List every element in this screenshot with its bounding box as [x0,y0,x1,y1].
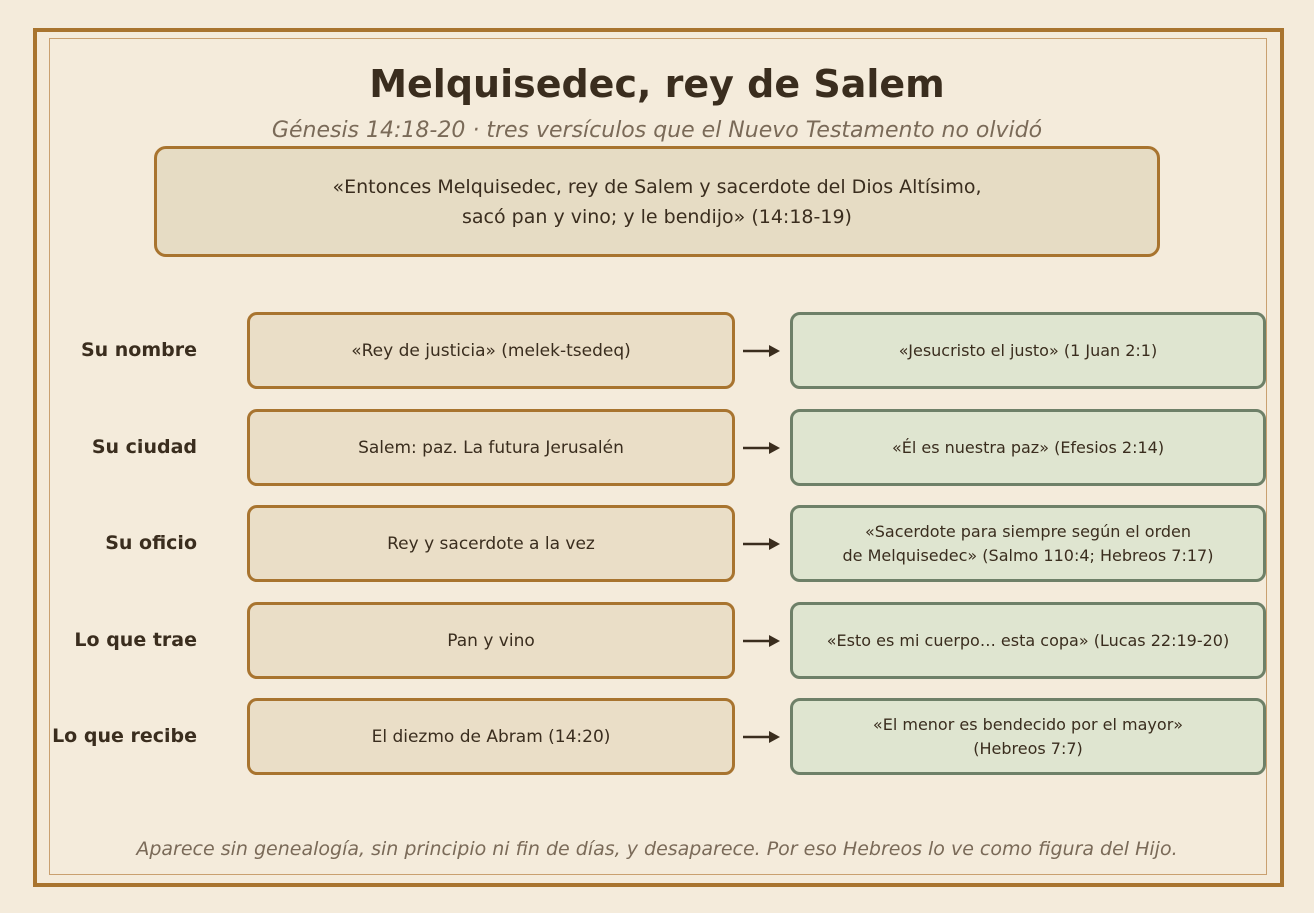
row-right-box-name: «Jesucristo el justo» (1 Juan 2:1) [790,312,1266,389]
row-left-box-city: Salem: paz. La futura Jerusalén [247,409,735,486]
page-subtitle: Génesis 14:18-20 · tres versículos que el Nuevo Testamento no olvidó [271,118,1043,143]
row-label-name: Su nombre [80,339,197,361]
row-right-box-city: «Él es nuestra paz» (Efesios 2:14) [790,409,1266,486]
footer-note: Aparece sin genealogía, sin principio ni fin de días, y desaparece. Por eso Hebreos lo ve como figura del Hijo. [136,838,1178,860]
row-label-office: Su oficio [105,532,197,554]
row-left-box-office: Rey y sacerdote a la vez [247,505,735,582]
row-left-box-name: «Rey de justicia» (melek-tsedeq) [247,312,735,389]
row-left-box-receives: El diezmo de Abram (14:20) [247,698,735,775]
arrow-icon [743,537,783,551]
arrow-icon [743,344,783,358]
row-label-receives: Lo que recibe [52,725,197,747]
row-label-brings: Lo que trae [74,629,197,651]
row-left-box-brings: Pan y vino [247,602,735,679]
row-right-box-office: «Sacerdote para siempre según el orden de Melquisedec» (Salmo 110:4; Hebreos 7:17) [790,505,1266,582]
scripture-quote-box: «Entonces Melquisedec, rey de Salem y sacerdote del Dios Altísimo, sacó pan y vino; y le bendijo» (14:18-19) [154,146,1160,257]
arrow-icon [743,730,783,744]
arrow-icon [743,441,783,455]
row-right-box-brings: «Esto es mi cuerpo… esta copa» (Lucas 22:19-20) [790,602,1266,679]
row-label-city: Su ciudad [91,436,197,458]
page-title: Melquisedec, rey de Salem [369,62,945,106]
arrow-icon [743,634,783,648]
row-right-box-receives: «El menor es bendecido por el mayor» (Hebreos 7:7) [790,698,1266,775]
